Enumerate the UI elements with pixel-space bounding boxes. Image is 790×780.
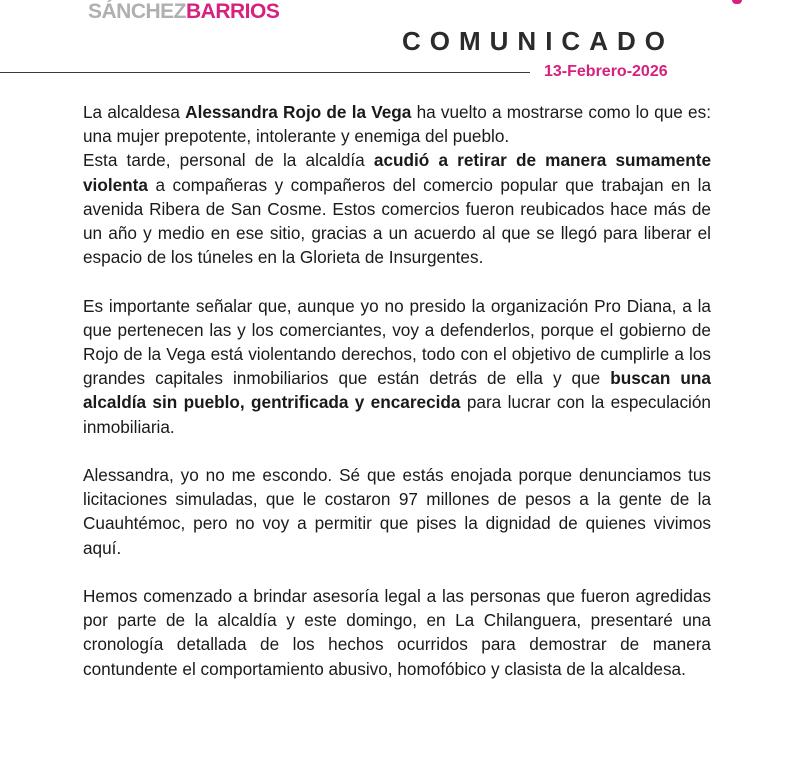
- paragraph-2: [83, 148, 711, 269]
- document-title: COMUNICADO: [402, 26, 674, 56]
- bold-text: buscan una alcaldía sin pueblo, gentrificada y encarecida: [83, 368, 711, 413]
- paragraph-4: [83, 463, 711, 560]
- bold-text: acudió a retirar de manera sumamente violenta: [83, 150, 711, 195]
- paragraph-3: [83, 294, 711, 439]
- text-run: Alessandra, yo no me escondo. Sé que estás enojada porque denunciamos tus licitaciones simuladas, que le costaron 97 millones de pesos a la gente de la Cuauhtémoc, pero no voy a permitir que pises la dignidad de quienes vivimos aquí.: [83, 465, 711, 558]
- text-run: a compañeras y compañeros del comercio popular que trabajan en la avenida Ribera de San Cosme. Estos comercios fueron reubicados hace más de un año y medio en ese sitio, gracias a un acuerdo al que se llegó para liberar el espacio de los túneles en la Glorieta de Insurgentes.: [83, 174, 711, 268]
- paragraph-5: [83, 584, 711, 681]
- document-body: [83, 100, 711, 681]
- logo: [88, 0, 279, 24]
- text-run: ha vuelto a mostrarse como lo que es: una mujer prepotente, intolerante y enemiga del pueblo.: [83, 102, 711, 147]
- logo-part-1: SÁNCHEZ: [88, 0, 187, 23]
- logo-part-2: BARRIOS: [186, 0, 280, 23]
- text-run: Es importante señalar que, aunque yo no presido la organización Pro Diana, a la que pertenecen las y los comerciantes, voy a defenderlos, porque el gobierno de Rojo de la Vega está violentando derechos, todo con el objetivo de cumplirle a los grandes capitales inmobiliarios que están detrás de ella y que: [83, 295, 711, 389]
- header-divider: [0, 72, 530, 73]
- text-run: Hemos comenzado a brindar asesoría legal a las personas que fueron agredidas por parte de la alcaldía y este domingo, en La Chilanguera, presentaré una cronología detallada de los hechos ocurridos para demostrar de manera contundente el comportamiento abusivo, homofóbico y clasista de la alcaldesa.: [83, 586, 711, 679]
- text-run: La alcaldesa: [83, 102, 186, 122]
- document-date: 13-Febrero-2026: [544, 63, 668, 80]
- text-run: para lucrar con la especulación inmobiliaria.: [83, 392, 711, 437]
- corner-decoration: [732, 0, 742, 4]
- bold-text: Alessandra Rojo de la Vega: [185, 102, 412, 122]
- text-run: Esta tarde, personal de la alcaldía: [83, 150, 374, 171]
- paragraph-1: [83, 100, 711, 148]
